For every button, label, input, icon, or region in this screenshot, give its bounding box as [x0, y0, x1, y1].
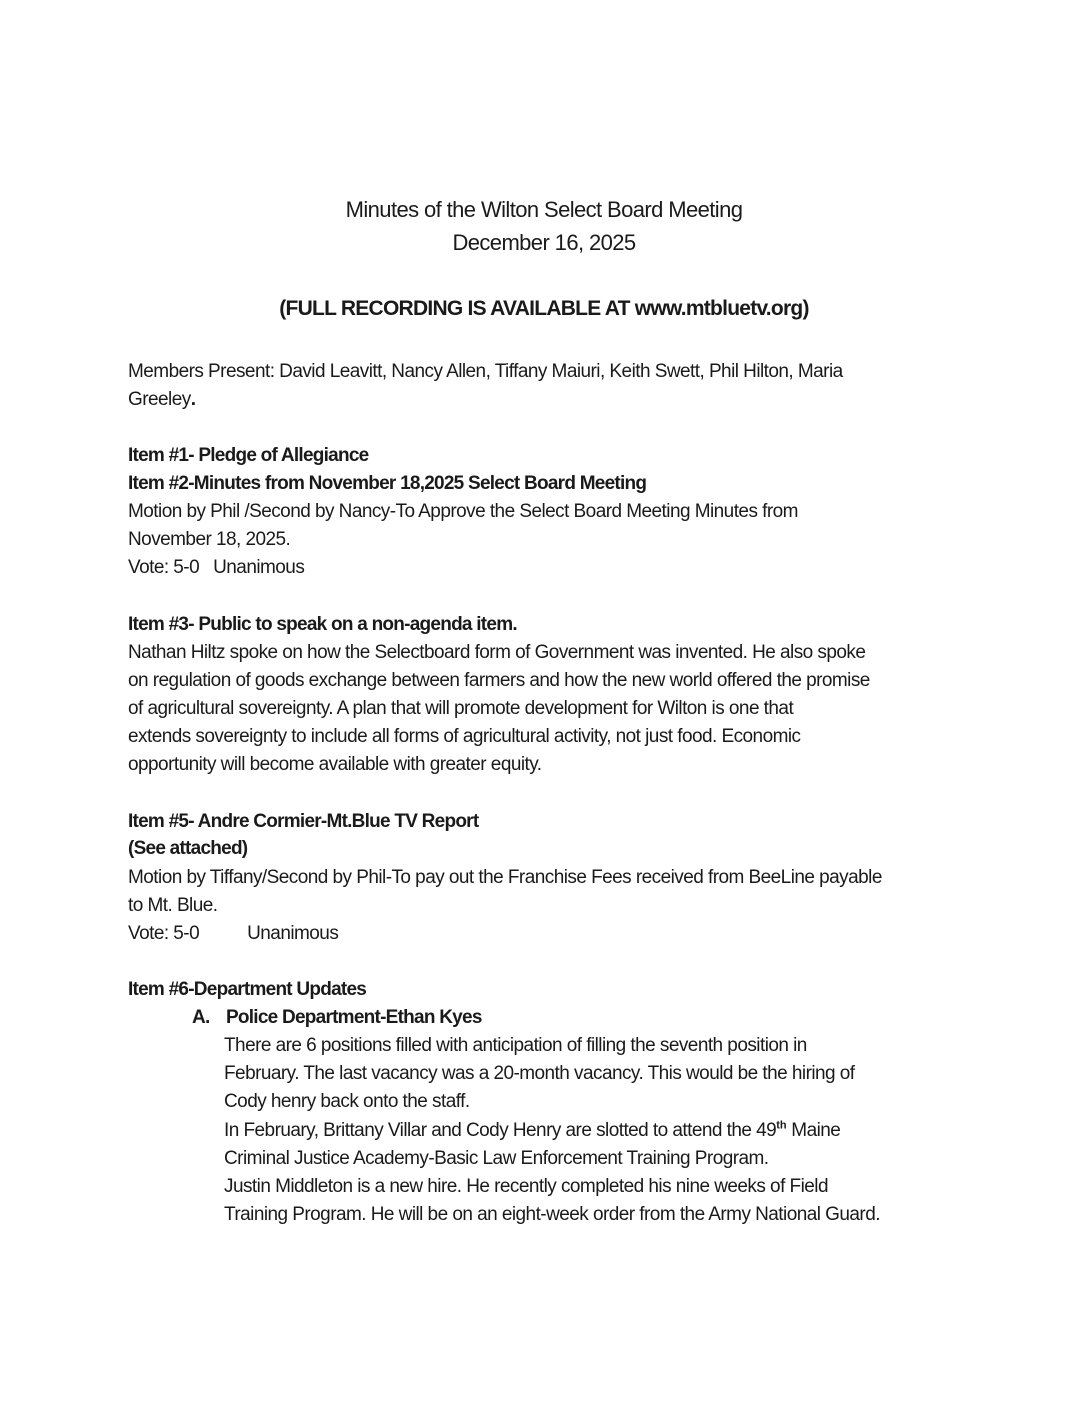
item-5-motion-line-1: Motion by Tiffany/Second by Phil-To pay out the Franchise Fees received from BeeLine payable: [128, 867, 882, 888]
item-2-vote-label: Vote: 5-0: [128, 557, 200, 578]
item-5-subheading: (See attached): [128, 838, 248, 859]
item-5-vote: [128, 920, 338, 948]
academy-text: In February, Brittany Villar and Cody Henry are slotted to attend the 49: [224, 1120, 777, 1141]
item-6-heading: Item #6-Department Updates: [128, 979, 367, 1000]
item-3-body-line: opportunity will become available with greater equity.: [128, 754, 542, 775]
police-body-line: Cody henry back onto the staff.: [224, 1091, 470, 1112]
item-2-vote: [128, 554, 304, 582]
new-hire-line: Training Program. He will be on an eight-week order from the Army National Guard.: [224, 1204, 880, 1225]
police-body-line: February. The last vacancy was a 20-month vacancy. This would be the hiring of: [224, 1063, 855, 1084]
members-present-period: .: [190, 389, 196, 410]
item-5-vote-result: Unanimous: [247, 923, 339, 944]
ordinal-suffix: th: [776, 1119, 787, 1132]
item-3-body-line: extends sovereignty to include all forms of agricultural activity, not just food. Economic: [128, 726, 801, 747]
list-marker: A.: [192, 1007, 210, 1028]
academy-line-1: [224, 1117, 840, 1145]
item-2-motion-line-2: November 18, 2025.: [128, 529, 291, 550]
members-present-line-1: Members Present: David Leavitt, Nancy Allen, Tiffany Maiuri, Keith Swett, Phil Hilton, Maria: [128, 361, 843, 382]
academy-line-2: Criminal Justice Academy-Basic Law Enforcement Training Program.: [224, 1148, 769, 1169]
recording-notice: (FULL RECORDING IS AVAILABLE AT www.mtbluetv.org): [279, 297, 809, 320]
item-1-heading: Item #1- Pledge of Allegiance: [128, 445, 369, 466]
item-3-heading: Item #3- Public to speak on a non-agenda item.: [128, 614, 517, 635]
item-5-motion-line-2: to Mt. Blue.: [128, 895, 218, 916]
item-6-sub-a-heading: [192, 1004, 482, 1032]
police-body-line: There are 6 positions filled with anticipation of filling the seventh position in: [224, 1035, 807, 1056]
item-3-body-line: of agricultural sovereignty. A plan that will promote development for Wilton is one that: [128, 698, 794, 719]
police-department-heading: Police Department-Ethan Kyes: [226, 1007, 482, 1028]
meeting-date: December 16, 2025: [452, 230, 636, 255]
item-3-body-line: Nathan Hiltz spoke on how the Selectboard form of Government was invented. He also spoke: [128, 642, 866, 663]
item-2-motion-line-1: Motion by Phil /Second by Nancy-To Approve the Select Board Meeting Minutes from: [128, 501, 798, 522]
item-5-heading: Item #5- Andre Cormier-Mt.Blue TV Report: [128, 811, 479, 832]
members-present-last: Greeley: [128, 389, 191, 410]
academy-text-after: Maine: [786, 1120, 841, 1141]
members-present-line-2: [128, 386, 195, 414]
item-3-body-line: on regulation of goods exchange between farmers and how the new world offered the promise: [128, 670, 870, 691]
new-hire-line: Justin Middleton is a new hire. He recently completed his nine weeks of Field: [224, 1176, 828, 1197]
item-2-heading: Item #2-Minutes from November 18,2025 Select Board Meeting: [128, 473, 647, 494]
item-5-vote-label: Vote: 5-0: [128, 923, 200, 944]
document-title: Minutes of the Wilton Select Board Meeting: [345, 197, 743, 222]
item-2-vote-result: Unanimous: [213, 557, 305, 578]
